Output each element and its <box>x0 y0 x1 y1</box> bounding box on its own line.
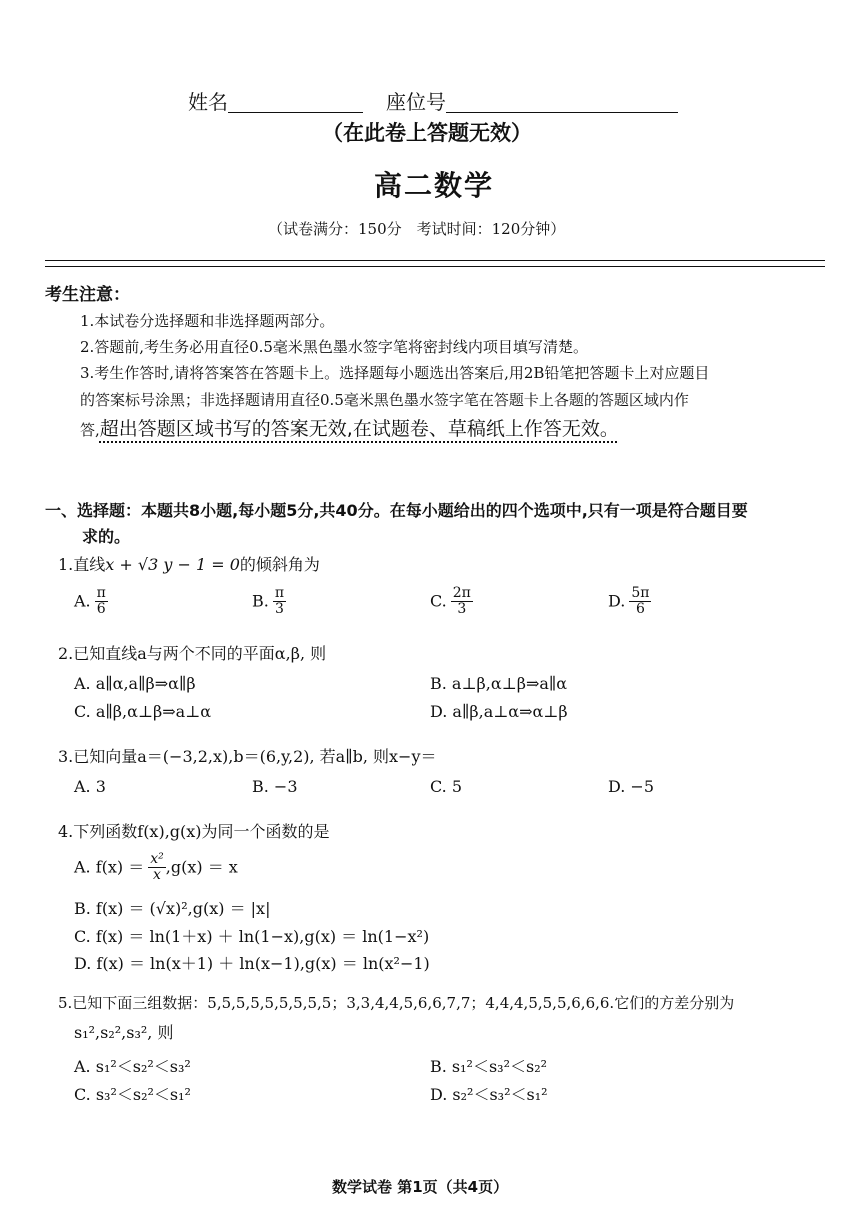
seat-field <box>386 86 678 115</box>
q4-option-c: C. f(x) ＝ ln(1＋x) ＋ ln(1−x),g(x) ＝ ln(1−x²) <box>74 927 430 946</box>
q5-option-d: D. s₂²＜s₃²＜s₁² <box>430 1085 548 1104</box>
notice-line-3c-prefix: 答, <box>80 421 100 439</box>
q2-stem: 2.已知直线a与两个不同的平面α,β, 则 <box>58 644 327 663</box>
q1-option-d <box>608 586 651 618</box>
q1-c-den: 3 <box>457 601 467 618</box>
q1-a-label: A. <box>74 591 91 611</box>
q5-option-b: B. s₁²＜s₃²＜s₂² <box>430 1057 548 1076</box>
notice-heading: 考生注意： <box>45 285 130 305</box>
q5-stem-cont: s₁²,s₂²,s₃², 则 <box>74 1023 174 1042</box>
q4-a-den: x <box>153 867 161 884</box>
invalid-note: （在此卷上答题无效） <box>322 121 532 145</box>
q1-b-den: 3 <box>274 601 284 618</box>
name-field <box>188 86 363 115</box>
q1-c-num: 2π <box>452 585 471 601</box>
notice-line-1: 1.本试卷分选择题和非选择题两部分。 <box>80 312 335 330</box>
q2-option-a: A. a∥α,a∥β⇒α∥β <box>74 674 196 693</box>
q1-a-fraction <box>95 586 108 618</box>
q1-b-fraction <box>273 586 286 618</box>
q1-stem <box>58 552 320 575</box>
q3-stem: 3.已知向量a＝(−3,2,x),b＝(6,y,2), 若a∥b, 则x−y＝ <box>58 747 437 766</box>
notice-line-3b: 的答案标号涂黑；非选择题请用直径0.5毫米黑色墨水签字笔在答题卡上各题的答题区域内作 <box>80 391 689 409</box>
header-rule-bottom <box>45 266 825 267</box>
page-footer: 数学试卷 第1页（共4页） <box>332 1178 509 1196</box>
q5-stem: 5.已知下面三组数据：5,5,5,5,5,5,5,5,5；3,3,4,4,5,6,6,7,7；4,4,4,5,5,5,6,6,6.它们的方差分别为 <box>58 994 735 1012</box>
q4-a-prefix: A. f(x) ＝ <box>74 857 145 877</box>
q1-d-num: 5π <box>631 585 650 601</box>
q3-option-c: C. 5 <box>430 777 463 796</box>
name-label: 姓名 <box>188 90 228 114</box>
q4-option-a <box>74 852 238 884</box>
q3-option-d: D. −5 <box>608 777 655 796</box>
notice-line-3a: 3.考生作答时,请将答案答在答题卡上。选择题每小题选出答案后,用2B铅笔把答题卡上对应题目 <box>80 364 710 382</box>
notice-line-2: 2.答题前,考生务必用直径0.5毫米黑色墨水签字笔将密封线内项目填写清楚。 <box>80 338 588 356</box>
q1-c-label: C. <box>430 591 447 611</box>
q2-option-d: D. a∥β,a⊥α⇒α⊥β <box>430 702 568 721</box>
q4-a-fraction <box>148 852 166 884</box>
exam-meta: （试卷满分：150分 考试时间：120分钟） <box>268 220 566 238</box>
q1-option-c <box>430 586 473 618</box>
q4-a-suffix: ,g(x) ＝ x <box>165 857 238 877</box>
q4-stem: 4.下列函数f(x),g(x)为同一个函数的是 <box>58 822 330 841</box>
q1-a-den: 6 <box>96 601 106 618</box>
q5-option-a: A. s₁²＜s₂²＜s₃² <box>74 1057 191 1076</box>
q2-option-b: B. a⊥β,α⊥β⇒a∥α <box>430 674 568 693</box>
q3-option-a: A. 3 <box>74 777 106 796</box>
q1-stem-prefix: 1.直线 <box>58 555 106 574</box>
q5-option-c: C. s₃²＜s₂²＜s₁² <box>74 1085 191 1104</box>
q1-option-b <box>252 586 286 618</box>
section-heading-cont: 求的。 <box>82 527 131 546</box>
q1-option-a <box>74 586 108 618</box>
q1-a-num: π <box>96 585 106 601</box>
q1-d-label: D. <box>608 591 626 611</box>
seat-label: 座位号 <box>386 90 446 114</box>
q1-stem-math: x + √3 y − 1 = 0 <box>105 555 240 574</box>
seat-blank <box>446 94 678 113</box>
q4-option-b: B. f(x) ＝ (√x)²,g(x) ＝ |x| <box>74 899 271 918</box>
q1-d-den: 6 <box>635 601 645 618</box>
name-blank <box>228 94 363 113</box>
q4-a-num: x² <box>150 851 164 867</box>
notice-emphasis: 超出答题区域书写的答案无效,在试题卷、草稿纸上作答无效。 <box>99 418 619 440</box>
section-heading: 一、选择题：本题共8小题,每小题5分,共40分。在每小题给出的四个选项中,只有一项是符合题目要 <box>45 501 748 520</box>
q1-b-num: π <box>274 585 285 601</box>
notice-line-3c <box>80 414 619 441</box>
q1-d-fraction <box>629 586 651 618</box>
header-rule-top <box>45 260 825 261</box>
q3-option-b: B. −3 <box>252 777 298 796</box>
q4-option-d: D. f(x) ＝ ln(x＋1) ＋ ln(x−1),g(x) ＝ ln(x²−1) <box>74 954 430 973</box>
q2-option-c: C. a∥β,α⊥β⇒a⊥α <box>74 702 212 721</box>
q1-stem-suffix: 的倾斜角为 <box>239 555 320 574</box>
q1-b-label: B. <box>252 591 269 611</box>
page-title: 高二数学 <box>374 169 495 202</box>
q1-c-fraction <box>451 586 473 618</box>
